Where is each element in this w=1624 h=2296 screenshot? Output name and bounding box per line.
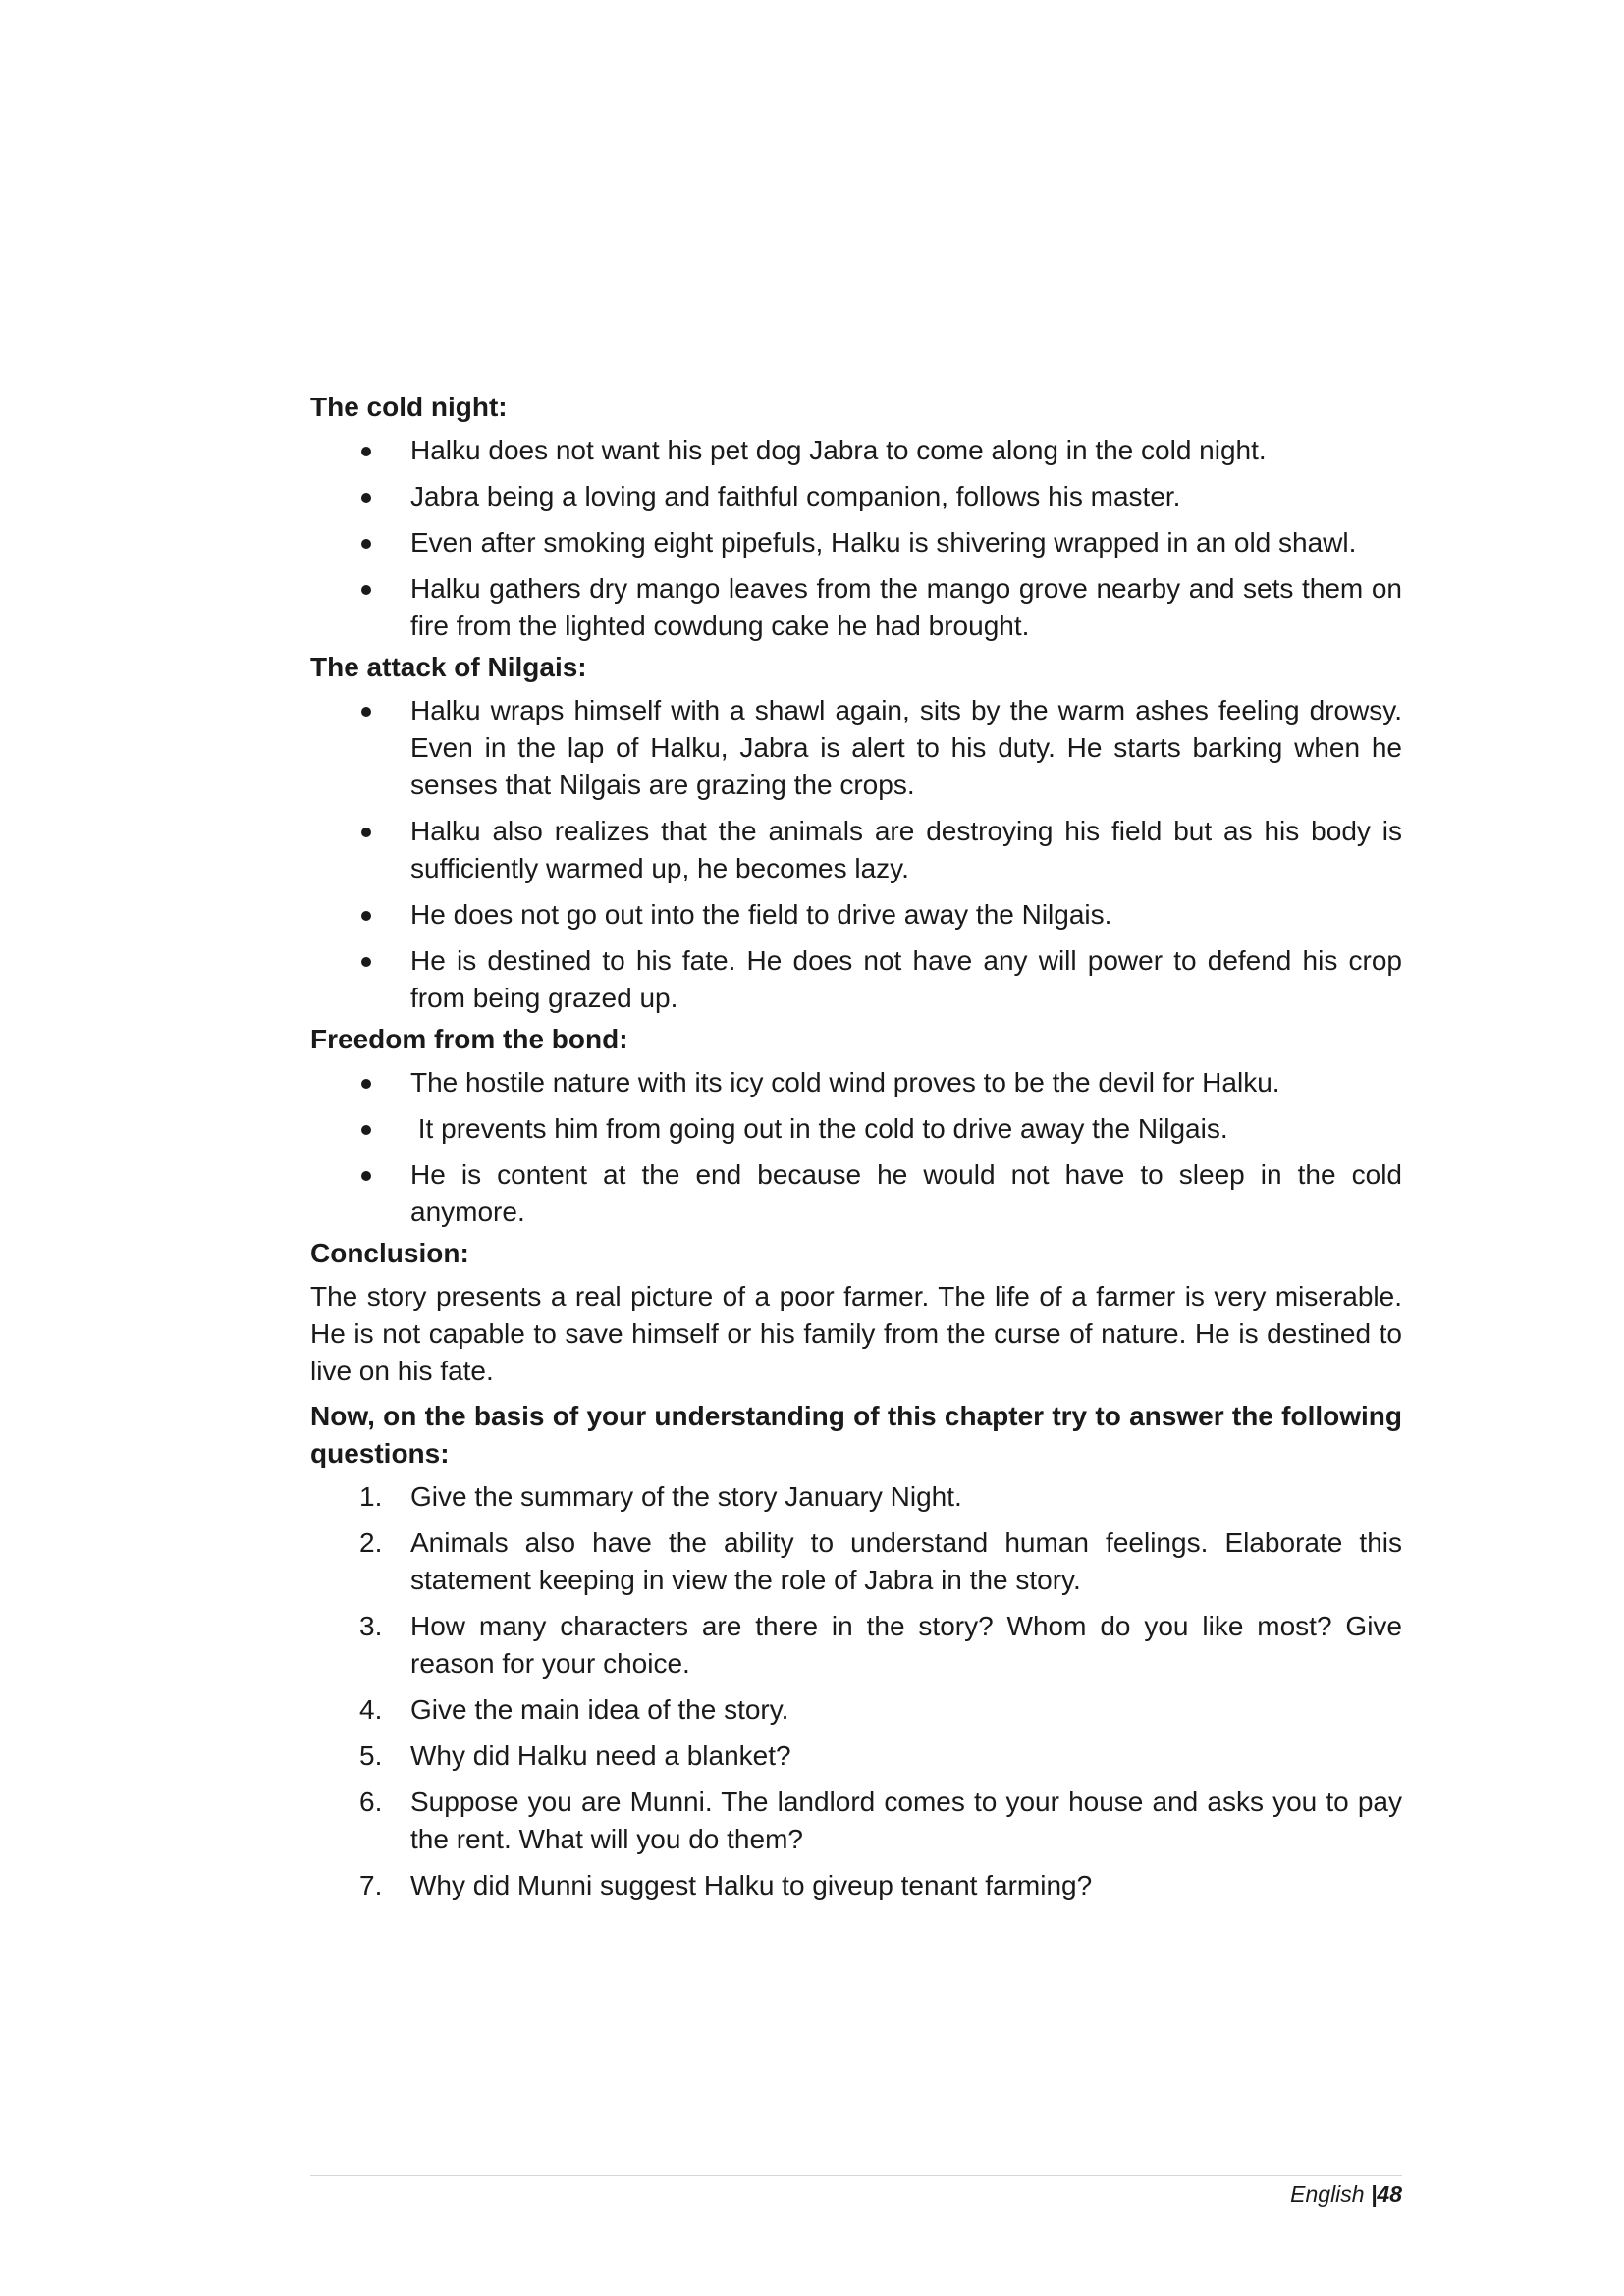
section-freedom-from-bond xyxy=(310,1021,1402,1231)
bullet-icon xyxy=(361,911,371,921)
question-number: 7. xyxy=(359,1870,383,1900)
footer-separator: | xyxy=(1370,2181,1378,2207)
bullet-text: He is content at the end because he would not have to sleep in the cold anymore. xyxy=(410,1159,1402,1227)
bullet-icon xyxy=(361,585,371,595)
footer-subject: English xyxy=(1290,2181,1365,2207)
question-text: Why did Munni suggest Halku to giveup tenant farming? xyxy=(410,1870,1093,1900)
bullet-icon xyxy=(361,957,371,967)
question-number: 1. xyxy=(359,1481,383,1512)
bullet-text: Halku wraps himself with a shawl again, sits by the warm ashes feeling drowsy. Even in the lap of Halku, Jabra is alert to his duty. He starts barking when he senses that Nilgais are grazing the crops. xyxy=(410,695,1402,800)
question-text: Give the summary of the story January Night. xyxy=(410,1481,962,1512)
question-number: 5. xyxy=(359,1740,383,1771)
bullet-text: Halku gathers dry mango leaves from the mango grove nearby and sets them on fire from the lighted cowdung cake he had brought. xyxy=(410,573,1402,641)
conclusion-text: The story presents a real picture of a poor farmer. The life of a farmer is very miserable. He is not capable to save himself or his family from the curse of nature. He is destined to live on his fate. xyxy=(310,1281,1402,1386)
bullet-text: He does not go out into the field to drive away the Nilgais. xyxy=(410,899,1112,930)
bullet-text: Even after smoking eight pipefuls, Halku is shivering wrapped in an old shawl. xyxy=(410,527,1357,558)
question-item xyxy=(310,1478,1402,1516)
question-text: Suppose you are Munni. The landlord comes to your house and asks you to pay the rent. What will you do them? xyxy=(410,1787,1402,1854)
bullet-icon xyxy=(361,707,371,717)
question-number: 4. xyxy=(359,1694,383,1725)
section-questions xyxy=(310,1398,1402,1904)
bullet-icon xyxy=(361,1171,371,1181)
bullet-list xyxy=(310,1064,1402,1231)
question-item xyxy=(310,1691,1402,1729)
bullet-item xyxy=(310,942,1402,1017)
question-text: Animals also have the ability to understand human feelings. Elaborate this statement keeping in view the role of Jabra in the story. xyxy=(410,1527,1402,1595)
page-number: 48 xyxy=(1377,2181,1402,2207)
bullet-item xyxy=(310,813,1402,887)
question-text: Why did Halku need a blanket? xyxy=(410,1740,791,1771)
section-heading: Freedom from the bond: xyxy=(310,1024,628,1054)
section-cold-night xyxy=(310,389,1402,645)
bullet-item xyxy=(310,1064,1402,1101)
question-number: 6. xyxy=(359,1787,383,1817)
bullet-item xyxy=(310,432,1402,469)
question-list xyxy=(310,1478,1402,1904)
question-item xyxy=(310,1784,1402,1858)
bullet-item xyxy=(310,1156,1402,1231)
bullet-item xyxy=(310,524,1402,561)
bullet-icon xyxy=(361,1125,371,1135)
bullet-text: The hostile nature with its icy cold wind proves to be the devil for Halku. xyxy=(410,1067,1280,1097)
bullet-text: Halku does not want his pet dog Jabra to come along in the cold night. xyxy=(410,435,1267,465)
bullet-text: Halku also realizes that the animals are destroying his field but as his body is sufficiently warmed up, he becomes lazy. xyxy=(410,816,1402,883)
question-item xyxy=(310,1737,1402,1775)
footer-divider xyxy=(310,2175,1402,2176)
questions-prompt: Now, on the basis of your understanding of this chapter try to answer the following questions: xyxy=(310,1401,1402,1468)
question-text: How many characters are there in the story? Whom do you like most? Give reason for your choice. xyxy=(410,1611,1402,1679)
section-conclusion xyxy=(310,1235,1402,1390)
question-number: 3. xyxy=(359,1611,383,1641)
section-attack-of-nilgais xyxy=(310,649,1402,1017)
bullet-item xyxy=(310,1110,1402,1148)
bullet-icon xyxy=(361,539,371,549)
section-heading: The cold night: xyxy=(310,392,508,422)
question-item xyxy=(310,1608,1402,1682)
bullet-text: Jabra being a loving and faithful companion, follows his master. xyxy=(410,481,1181,511)
section-heading: The attack of Nilgais: xyxy=(310,652,587,682)
bullet-item xyxy=(310,570,1402,645)
question-number: 2. xyxy=(359,1527,383,1558)
bullet-icon xyxy=(361,1079,371,1089)
bullet-item xyxy=(310,896,1402,934)
bullet-item xyxy=(310,478,1402,515)
bullet-list xyxy=(310,432,1402,645)
question-item xyxy=(310,1867,1402,1904)
question-item xyxy=(310,1524,1402,1599)
page-content xyxy=(310,385,1402,1904)
bullet-icon xyxy=(361,493,371,503)
bullet-icon xyxy=(361,447,371,456)
bullet-text: He is destined to his fate. He does not have any will power to defend his crop from being grazed up. xyxy=(410,945,1402,1013)
bullet-item xyxy=(310,692,1402,804)
question-text: Give the main idea of the story. xyxy=(410,1694,789,1725)
bullet-text: It prevents him from going out in the cold to drive away the Nilgais. xyxy=(410,1113,1228,1144)
conclusion-heading: Conclusion: xyxy=(310,1238,469,1268)
bullet-list xyxy=(310,692,1402,1017)
bullet-icon xyxy=(361,828,371,837)
page-footer xyxy=(1290,2181,1402,2208)
